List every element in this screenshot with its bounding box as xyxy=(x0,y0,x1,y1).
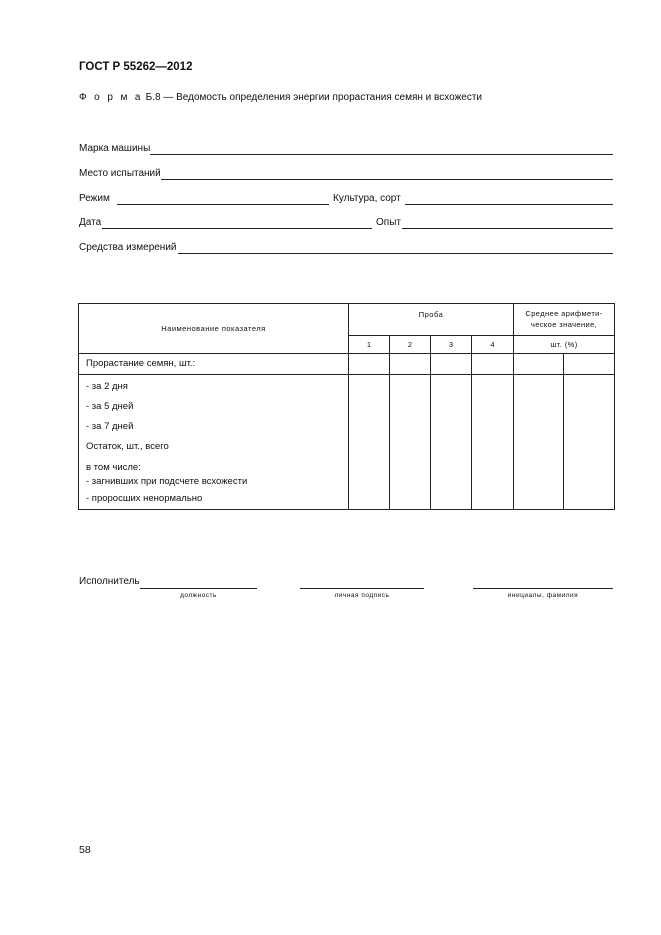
table-cell[interactable] xyxy=(431,375,472,510)
row-label-germination xyxy=(79,354,349,375)
measuring-tools-label: Средства измерений xyxy=(79,242,177,253)
table-cell[interactable] xyxy=(514,354,564,375)
form-title-prefix: Ф о р м а xyxy=(79,92,143,103)
probe-number-4: 4 xyxy=(472,336,514,354)
signature-line[interactable] xyxy=(300,588,424,589)
row-abnormal: - проросших ненормально xyxy=(86,493,203,504)
row-rotten: - загнивших при подсчете всхожести xyxy=(86,476,248,487)
row-including: в том числе: xyxy=(86,462,141,473)
machine-brand-line[interactable] xyxy=(150,154,613,155)
table-cell[interactable] xyxy=(431,354,472,375)
table-cell[interactable] xyxy=(349,375,390,510)
crop-variety-line[interactable] xyxy=(405,204,613,205)
table-cell[interactable] xyxy=(390,354,431,375)
row-5-days: - за 5 дней xyxy=(86,401,134,412)
row-label-group xyxy=(79,375,349,510)
caption-name: инициалы, фамилия xyxy=(507,592,579,599)
header-avg-cell xyxy=(514,304,615,336)
test-place-label: Место испытаний xyxy=(79,168,161,179)
caption-signature: личная подпись xyxy=(334,592,390,599)
row-2-days: - за 2 дня xyxy=(86,381,128,392)
form-title-text: Б.8 — Ведомость определения энергии прорастания семян и всхожести xyxy=(142,92,482,103)
table-cell[interactable] xyxy=(564,354,615,375)
machine-brand-label: Марка машины xyxy=(79,143,151,154)
probe-number-3: 3 xyxy=(431,336,472,354)
mode-label: Режим xyxy=(79,193,110,204)
probe-number-1: 1 xyxy=(349,336,390,354)
experiment-label: Опыт xyxy=(376,217,401,228)
date-label: Дата xyxy=(79,217,102,228)
name-line[interactable] xyxy=(473,588,613,589)
test-place-line[interactable] xyxy=(161,179,613,180)
executor-label: Исполнитель xyxy=(79,576,140,587)
form-title xyxy=(79,92,482,103)
table-row xyxy=(79,354,615,375)
page-number: 58 xyxy=(79,844,91,856)
crop-variety-label: Культура, сорт xyxy=(333,193,401,204)
date-line[interactable] xyxy=(102,228,372,229)
header-name-cell: Наименование показателя xyxy=(79,304,349,354)
table-cell[interactable] xyxy=(564,375,615,510)
table-cell[interactable] xyxy=(472,375,514,510)
document-code: ГОСТ Р 55262—2012 xyxy=(79,61,193,73)
table-cell[interactable] xyxy=(349,354,390,375)
table-cell[interactable] xyxy=(514,375,564,510)
unit-cell: шт. (%) xyxy=(514,336,615,354)
experiment-line[interactable] xyxy=(402,228,613,229)
header-probe-cell: Проба xyxy=(349,304,514,336)
caption-position: должность xyxy=(180,592,217,599)
table-cell[interactable] xyxy=(390,375,431,510)
measuring-tools-line[interactable] xyxy=(178,253,613,254)
table-row xyxy=(79,375,615,510)
row-text: Прорастание семян, шт.: xyxy=(86,358,196,369)
header-row-1 xyxy=(79,304,615,336)
position-line[interactable] xyxy=(140,588,257,589)
table-cell[interactable] xyxy=(472,354,514,375)
mode-line[interactable] xyxy=(117,204,329,205)
row-remainder: Остаток, шт., всего xyxy=(86,441,169,452)
probe-number-2: 2 xyxy=(390,336,431,354)
row-7-days: - за 7 дней xyxy=(86,421,134,432)
header-avg-line-2: ческое значение, xyxy=(530,320,598,329)
header-avg-line-1: Среднее арифмети- xyxy=(525,309,603,318)
germination-table xyxy=(78,303,615,510)
